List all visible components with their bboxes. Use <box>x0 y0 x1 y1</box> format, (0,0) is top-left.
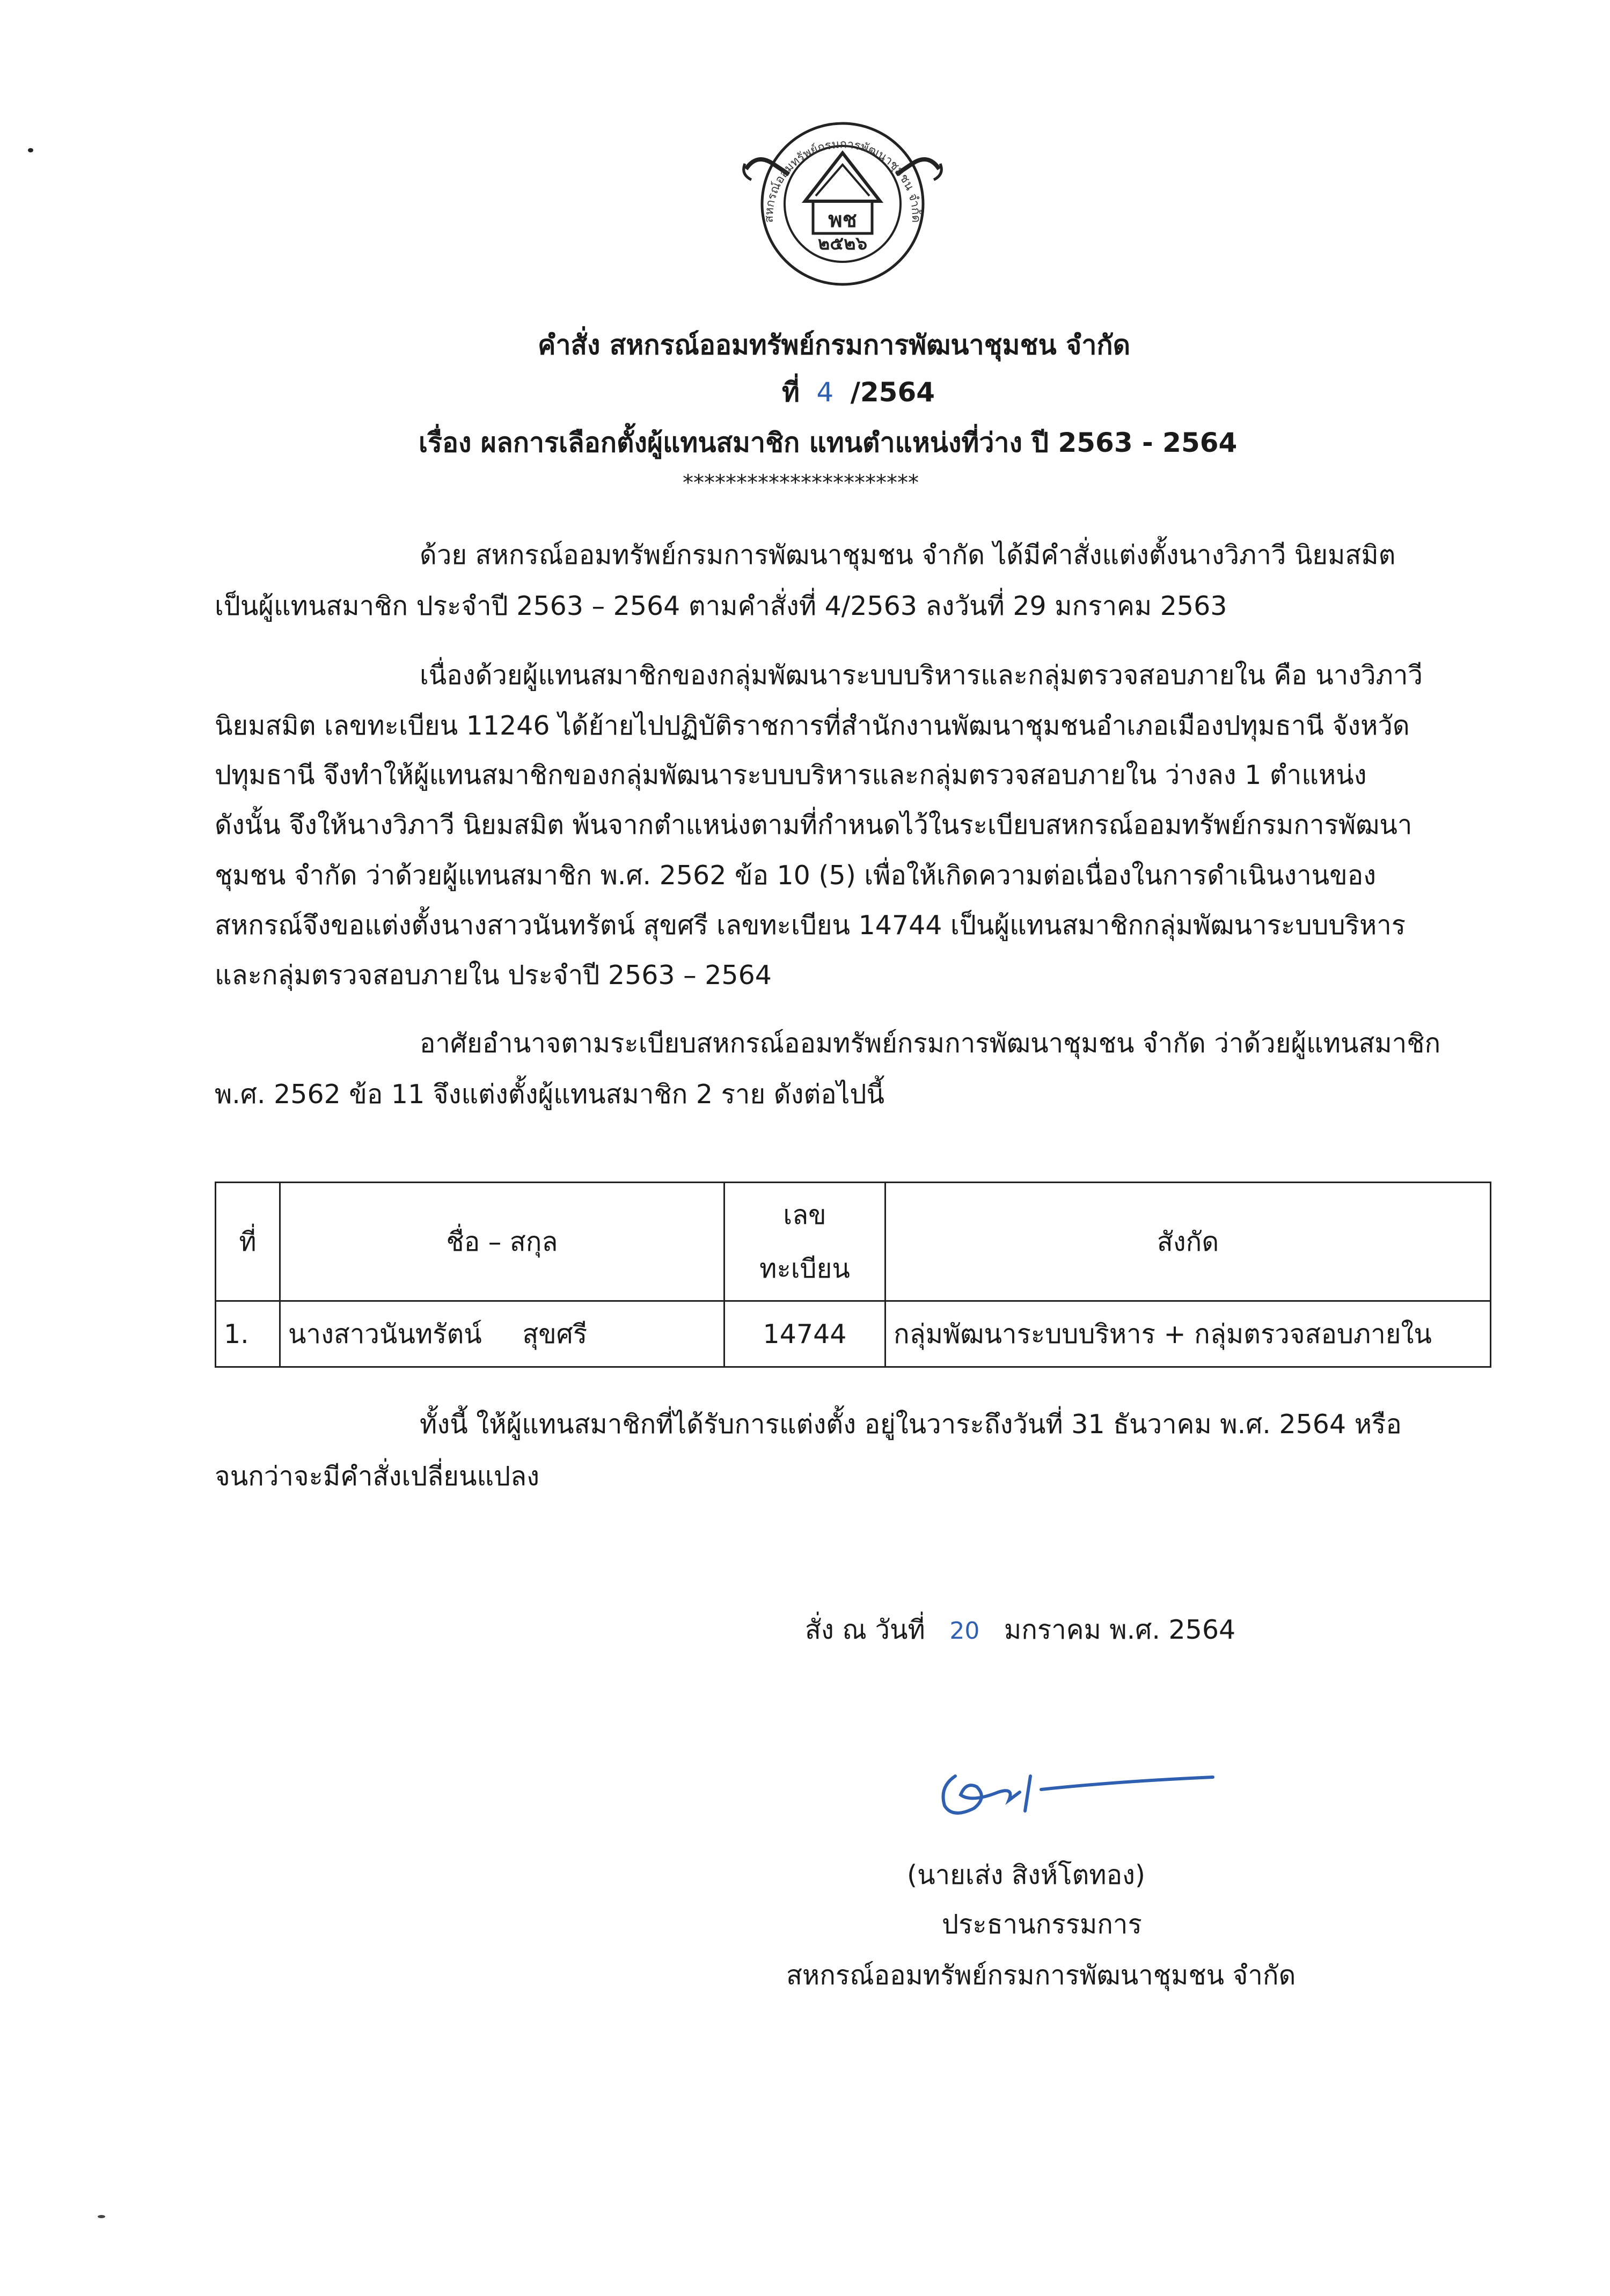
para2-line-6: สหกรณ์จึงขอแต่งตั้งนางสาวนันทรัตน์ สุขศรี เลขทะเบียน 14744 เป็นผู้แทนสมาชิกกลุ่มพัฒนาระบบบริหาร <box>215 910 1406 941</box>
seal-year-text: ๒๕๒๖ <box>817 233 868 254</box>
header-name: ชื่อ – สกุล <box>280 1183 724 1301</box>
members-table <box>215 1182 1491 1368</box>
signer-name: (นายเส่ง สิงห์โตทอง) <box>907 1860 1146 1890</box>
cell-name <box>280 1301 724 1367</box>
para2-line-3: ปทุมธานี จึงทำให้ผู้แทนสมาชิกของกลุ่มพัฒนาระบบบริหารและกลุ่มตรวจสอบภายใน ว่างลง 1 ตำแหน่ง <box>215 760 1367 790</box>
document-title: คำสั่ง สหกรณ์ออมทรัพย์กรมการพัฒนาชุมชน จำกัด <box>538 329 1131 361</box>
para2-line-1: เนื่องด้วยผู้แทนสมาชิกของกลุ่มพัฒนาระบบบริหารและกลุ่มตรวจสอบภายใน คือ นางวิภาวี <box>420 660 1423 691</box>
header-reg-no-line-1: เลข <box>783 1200 826 1230</box>
cell-no: 1. <box>216 1301 280 1367</box>
order-number <box>782 379 935 406</box>
para1-line-2: เป็นผู้แทนสมาชิก ประจำปี 2563 – 2564 ตามคำสั่งที่ 4/2563 ลงวันที่ 29 มกราคม 2563 <box>215 591 1227 621</box>
order-date-prefix: สั่ง ณ วันที่ <box>805 1615 925 1645</box>
document-subject: เรื่อง ผลการเลือกตั้งผู้แทนสมาชิก แทนตำแหน่งที่ว่าง ปี 2563 - 2564 <box>419 427 1238 458</box>
scan-mark <box>28 148 33 152</box>
cell-reg-no: 14744 <box>724 1301 885 1367</box>
para2-line-2: นิยมสมิต เลขทะเบียน 11246 ได้ย้ายไปปฏิบัติราชการที่สำนักงานพัฒนาชุมชนอำเภอเมืองปทุมธานี จังหวัด <box>215 710 1410 741</box>
cell-last-name: สุขศรี <box>522 1319 588 1349</box>
header-unit: สังกัด <box>885 1183 1491 1301</box>
table-row <box>216 1301 1491 1367</box>
para2-line-4: ดังนั้น จึงให้นางวิภาวี นิยมสมิต พ้นจากตำแหน่งตามที่กำหนดไว้ในระเบียบสหกรณ์ออมทรัพย์กรมการพัฒนา <box>215 810 1413 840</box>
para4-line-2: จนกว่าจะมีคำสั่งเปลี่ยนแปลง <box>215 1461 540 1492</box>
order-number-handwritten: 4 <box>816 377 834 408</box>
seal-outer-text: สหกรณ์ออมทรัพย์กรมการพัฒนาชุมชน จำกัด <box>762 137 923 223</box>
order-number-prefix: ที่ <box>782 377 800 408</box>
para3-line-2: พ.ศ. 2562 ข้อ 11 จึงแต่งตั้งผู้แทนสมาชิก 2 ราย ดังต่อไปนี้ <box>215 1079 884 1110</box>
para4-line-1: ทั้งนี้ ให้ผู้แทนสมาชิกที่ได้รับการแต่งตั้ง อยู่ในวาระถึงวันที่ 31 ธันวาคม พ.ศ. 2564 หรือ <box>420 1409 1402 1440</box>
separator: ********************** <box>683 471 919 495</box>
order-date-suffix: มกราคม พ.ศ. 2564 <box>1004 1615 1236 1645</box>
para2-line-7: และกลุ่มตรวจสอบภายใน ประจำปี 2563 – 2564 <box>215 960 772 991</box>
handwritten-signature <box>923 1755 1224 1830</box>
signer-position: ประธานกรรมการ <box>942 1909 1142 1940</box>
cell-first-name: นางสาวนันทรัตน์ <box>288 1319 482 1349</box>
table-header-row <box>216 1183 1491 1301</box>
header-reg-no <box>724 1183 885 1301</box>
signer-organization: สหกรณ์ออมทรัพย์กรมการพัฒนาชุมชน จำกัด <box>786 1960 1296 1991</box>
para3-line-1: อาศัยอำนาจตามระเบียบสหกรณ์ออมทรัพย์กรมการพัฒนาชุมชน จำกัด ว่าด้วยผู้แทนสมาชิก <box>420 1028 1441 1059</box>
header-reg-no-line-2: ทะเบียน <box>759 1253 850 1284</box>
header-no: ที่ <box>216 1183 280 1301</box>
scan-mark <box>98 2215 105 2218</box>
para2-line-5: ชุมชน จำกัด ว่าด้วยผู้แทนสมาชิก พ.ศ. 2562 ข้อ 10 (5) เพื่อให้เกิดความต่อเนื่องในการดำเนินงานของ <box>215 860 1377 891</box>
order-date <box>805 1617 1235 1643</box>
para1-line-1: ด้วย สหกรณ์ออมทรัพย์กรมการพัฒนาชุมชน จำกัด ได้มีคำสั่งแต่งตั้งนางวิภาวี นิยมสมิต <box>420 540 1396 570</box>
cell-unit: กลุ่มพัฒนาระบบบริหาร + กลุ่มตรวจสอบภายใน <box>885 1301 1491 1367</box>
order-number-suffix: /2564 <box>850 377 935 408</box>
seal-center-text: พช <box>828 208 857 232</box>
cooperative-seal <box>735 115 950 292</box>
order-date-handwritten: 20 <box>949 1617 980 1645</box>
